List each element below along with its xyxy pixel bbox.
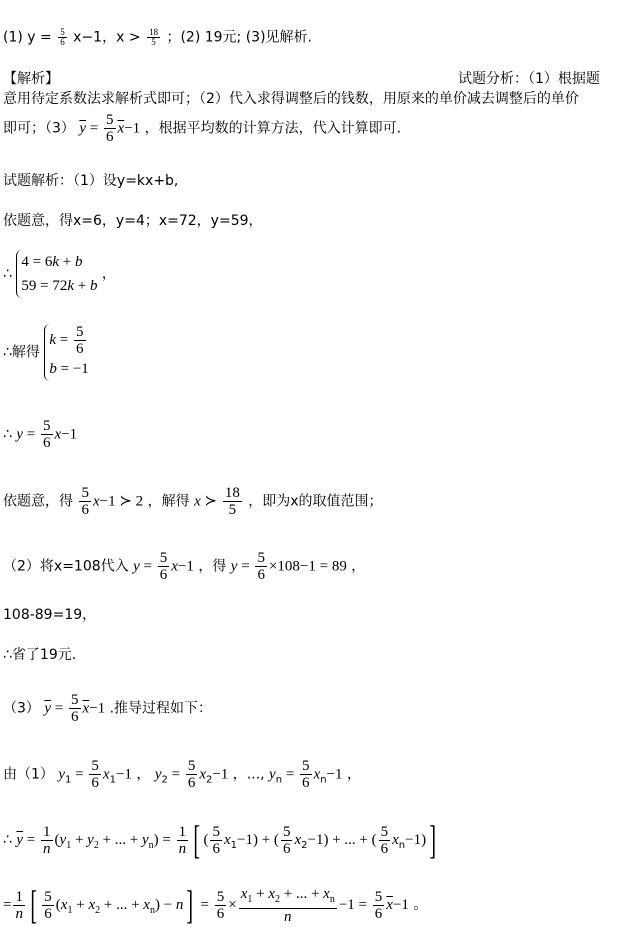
analysis-header: 【解析】 [3,71,59,87]
derivation-line3: = $\frac{1}{n}$ [ $\frac{5}{6}$ ($x_1 + x_2$ + ... + $x_n) - n$] = $\frac{5}{6}$ × $\frac{x_1 + x_2 + ... + x_n}{n}$ −1 = $\frac{5}{6}$ $\overline{x}-1$ 。 [3,882,428,927]
solution-brace: k = $\frac{5}{6}$ b = −1 [44,324,88,381]
equation-system: ∴ 4 = 6k + b 59 = 72k + b ， [3,250,116,298]
saved-line: ∴省了19元. [3,647,77,663]
solution-header: 试题解析：（1）设y=kx+b, [3,173,179,189]
derivation-line1: 由（1） $y_1$ = $\frac{5}{6}$ $x_1-1$ ， $y_2$ = $\frac{5}{6}$ $x_2-1$ ，..., $y_n$ = $\frac{5}{6}$ $x_n-1$ ， [3,758,361,791]
therefore-symbol: ∴ [3,426,12,443]
derivation-line2: ∴ $\overline{y}$ = $\frac{1}{n}$ ($y_1 + y_2$ + ... + $y_n$) = $\frac{1}{n}$ [ ( $\frac{5}{6}$ $x_1-1$) + ( $\frac{5}{6}$ $x_2-1$) + ... + ( $\frac{5}{6}$ $x_n-1$)] [3,817,437,862]
analysis-line3: 即可；（3） $\overline{y}$ = $\frac{5}{6}$ $\overline{x}-1$ ，根据平均数的计算方法，代入计算即可. [3,112,402,145]
part3-a: （3） [3,700,40,717]
analysis-intro: 试题分析：（1）根据题 [458,71,600,87]
therefore-symbol: ∴ [3,832,12,848]
solve-label: ∴解得 [3,344,40,361]
analysis-line3-a: 即可；（3） [3,120,75,137]
answer-line [3,28,312,47]
ineq-b: ，解得 [147,493,190,510]
part2-a: （2）将x=108代入 [3,558,129,575]
solution-kb [3,324,89,381]
ineq-c: ，即为x的取值范围； [248,493,383,510]
answer-part1: (1) y = [3,29,52,46]
analysis-line3-b: ，根据平均数的计算方法，代入计算即可. [144,120,402,137]
part2-line: （2）将x=108代入 y = $\frac{5}{6}$ x−1 ，得 y = $\frac{5}{6}$ ×108−1 = 89 ， [3,550,366,583]
end-mark: 。 [413,897,428,913]
part3-line: （3） $\overline{y}$ = $\frac{5}{6}$ $\overline{x}-1$ .推导过程如下： [3,692,213,725]
ineq-a: 依题意，得 [3,493,73,510]
given-values: 依题意，得x=6，y=4；x=72，y=59， [3,213,263,229]
equation-brace: 4 = 6k + b 59 = 72k + b [16,250,97,298]
inequality-line: 依题意，得 $\frac{5}{6}$ x−1 ≻ 2 ，解得 x ≻ $\frac{18}{5}$ ，即为x的取值范围； [3,485,383,518]
part3-b: .推导过程如下： [109,700,213,717]
therefore-symbol: ∴ [3,266,12,282]
fraction-5-6: $\frac{5}{6}$ [60,27,65,47]
calc-line: 108-89=19， [3,607,97,623]
analysis-line2: 意用待定系数法求解析式即可；（2）代入求得调整后的钱数，用原来的单价减去调整后的单价 [3,91,579,107]
answer-part1-tail: x−1，x > [73,29,141,46]
deriv-a: 由（1） [3,766,54,783]
fraction-18-5: $\frac{18}{5}$ [149,27,158,47]
function-result: ∴ y = $\frac{5}{6}$ x−1 [3,418,78,451]
answer-part2-3: ；(2) 19元; (3)见解析. [166,29,312,46]
part2-b: ，得 [198,558,227,575]
